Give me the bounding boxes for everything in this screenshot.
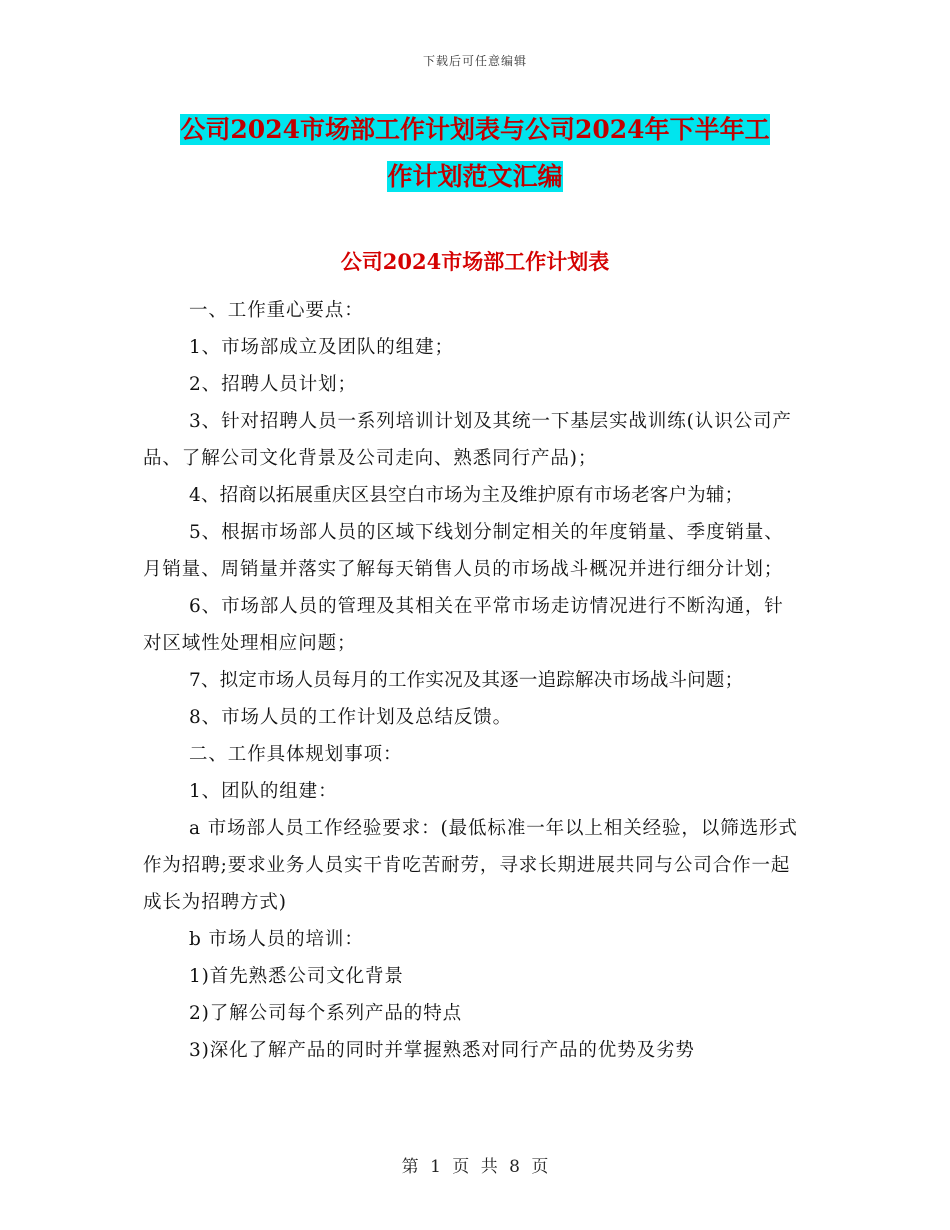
body-text bbox=[143, 292, 803, 1069]
document-title bbox=[0, 106, 950, 200]
paragraph: 2)了解公司每个系列产品的特点 bbox=[189, 1003, 462, 1024]
title-line-2: 作计划范文汇编 bbox=[387, 162, 563, 191]
paragraph: a 市场部人员工作经验要求：(最低标准一年以上相关经验，以筛选形式作为招聘;要求业务人员实干肯吃苦耐劳，寻求长期进展共同与公司合作一起成长为招聘方式) bbox=[143, 818, 798, 913]
paragraph: 1、团队的组建： bbox=[189, 781, 338, 802]
paragraph: 一、工作重心要点： bbox=[189, 300, 364, 321]
title-line-1: 公司2024市场部工作计划表与公司2024年下半年工 bbox=[180, 115, 770, 144]
paragraph: 二、工作具体规划事项： bbox=[189, 744, 403, 765]
page-number: 第 1 页 共 8 页 bbox=[401, 1157, 549, 1177]
section-title: 公司2024市场部工作计划表 bbox=[340, 249, 610, 274]
paragraph: 7、拟定市场人员每月的工作实况及其逐一追踪解决市场战斗问题； bbox=[189, 670, 744, 691]
paragraph: b 市场人员的培训： bbox=[189, 929, 364, 950]
paragraph: 3)深化了解产品的同时并掌握熟悉对同行产品的优势及劣势 bbox=[189, 1040, 695, 1061]
paragraph: 3、针对招聘人员一系列培训计划及其统一下基层实战训练(认识公司产品、了解公司文化背景及公司走向、熟悉同行产品)； bbox=[143, 411, 792, 469]
paragraph: 2、招聘人员计划； bbox=[189, 374, 357, 395]
paragraph: 4、招商以拓展重庆区县空白市场为主及维护原有市场老客户为辅； bbox=[189, 485, 744, 506]
header-note: 下载后可任意编辑 bbox=[422, 54, 527, 68]
paragraph: 1、市场部成立及团队的组建； bbox=[189, 337, 454, 358]
paragraph: 8、市场人员的工作计划及总结反馈。 bbox=[189, 707, 513, 728]
paragraph: 5、根据市场部人员的区域下线划分制定相关的年度销量、季度销量、月销量、周销量并落实了解每天销售人员的市场战斗概况并进行细分计划； bbox=[143, 522, 784, 580]
paragraph: 1)首先熟悉公司文化背景 bbox=[189, 966, 404, 987]
paragraph: 6、市场部人员的管理及其相关在平常市场走访情况进行不断沟通，针对区域性处理相应问题； bbox=[143, 596, 784, 654]
